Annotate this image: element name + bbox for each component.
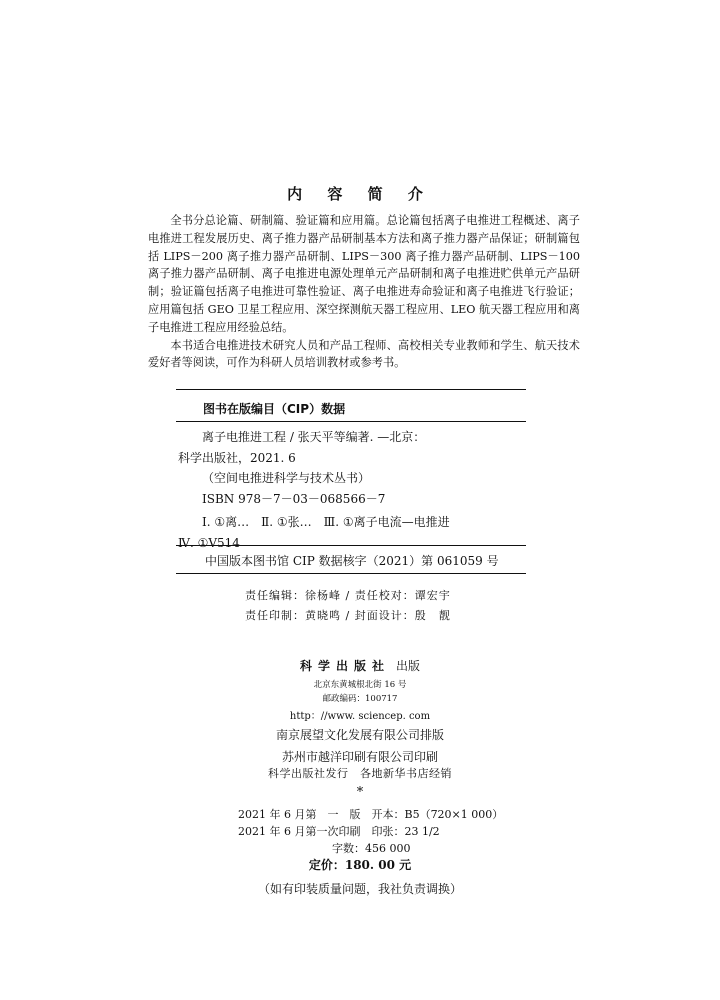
quality-notice: （如有印装质量问题，我社负责调换） bbox=[257, 882, 462, 896]
content-summary-heading: 内 容 简 介 bbox=[287, 185, 433, 203]
spec-word-count: 字数：456 000 bbox=[332, 842, 411, 855]
cip-line-class-number: Ⅳ. ①V514 bbox=[178, 535, 240, 550]
cip-data bbox=[178, 427, 528, 553]
publisher-name: 科学出版社 bbox=[299, 659, 390, 673]
cip-bottom-rule bbox=[176, 573, 526, 574]
spec-printing: 2021 年 6 月第一次印刷 印张：23 1/2 bbox=[238, 825, 440, 838]
content-summary bbox=[148, 212, 580, 372]
cip-top-rule bbox=[176, 389, 526, 390]
distribution-line: 科学出版社发行 各地新华书店经销 bbox=[268, 767, 452, 780]
cip-line-series: （空间电推进科学与技术丛书） bbox=[202, 471, 371, 485]
summary-paragraph-2: 本书适合电推进技术研究人员和产品工程师、高校相关专业教师和学生、航天技术爱好者等阅读，可作为科研人员培训教材或参考书。 bbox=[148, 338, 580, 370]
publisher-suffix: 出版 bbox=[396, 659, 421, 673]
staff-line-editor: 责任编辑：徐杨峰 / 责任校对：谭宏宇 bbox=[245, 589, 451, 602]
separator-asterisk: * bbox=[356, 785, 364, 800]
cip-record-number: 中国版本图书馆 CIP 数据核字（2021）第 061059 号 bbox=[205, 554, 499, 568]
cip-line-title: 离子电推进工程 / 张天平等编著. —北京： bbox=[202, 430, 426, 444]
cip-line-publisher: 科学出版社，2021. 6 bbox=[178, 450, 296, 465]
cip-line-isbn: ISBN 978－7－03－068566－7 bbox=[202, 491, 386, 506]
edition-specs bbox=[238, 806, 503, 857]
price: 定价：180. 00 元 bbox=[308, 858, 412, 872]
typesetter-line: 南京展望文化发展有限公司排版 bbox=[275, 728, 444, 742]
staff-credits bbox=[245, 586, 451, 626]
printer-line: 苏州市越洋印刷有限公司印刷 bbox=[281, 750, 438, 764]
publisher-postcode: 邮政编码：100717 bbox=[322, 694, 398, 704]
summary-paragraph-1: 全书分总论篇、研制篇、验证篇和应用篇。总论篇包括离子电推进工程概述、离子电推进工程发展历史、离子推力器产品研制基本方法和离子推力器产品保证；研制篇包括 LIPS－200 离子推力器产品研制、LIPS－300 离子推力器产品研制、LIPS－100 离子推力器产品研制、离子电推进电源处理单元产品研制和离子电推进贮供单元产品研制；验证篇包括离子电推进可靠性验证、离子电推进寿命验证和离子电推进飞行验证；应用篇包括 GEO 卫星工程应用、深空探测航天器工程应用、LEO 航天器工程应用和离子电推进工程应用经验总结。 bbox=[148, 214, 580, 334]
spec-edition: 2021 年 6 月第 一 版 开本：B5（720×1 000） bbox=[238, 808, 504, 821]
publisher-line bbox=[0, 657, 720, 674]
publisher-address: 北京东黄城根北街 16 号 bbox=[313, 680, 407, 690]
cip-mid-rule bbox=[176, 545, 526, 546]
staff-line-printing: 责任印制：黄晓鸣 / 封面设计：殷 靓 bbox=[245, 609, 451, 622]
cip-heading: 图书在版编目（CIP）数据 bbox=[203, 402, 346, 416]
cip-heading-rule bbox=[176, 421, 526, 422]
publisher-website: http：//www. sciencep. com bbox=[289, 711, 431, 722]
cip-line-classification: Ⅰ. ①离… Ⅱ. ①张… Ⅲ. ①离子电流—电推进 bbox=[202, 515, 450, 529]
